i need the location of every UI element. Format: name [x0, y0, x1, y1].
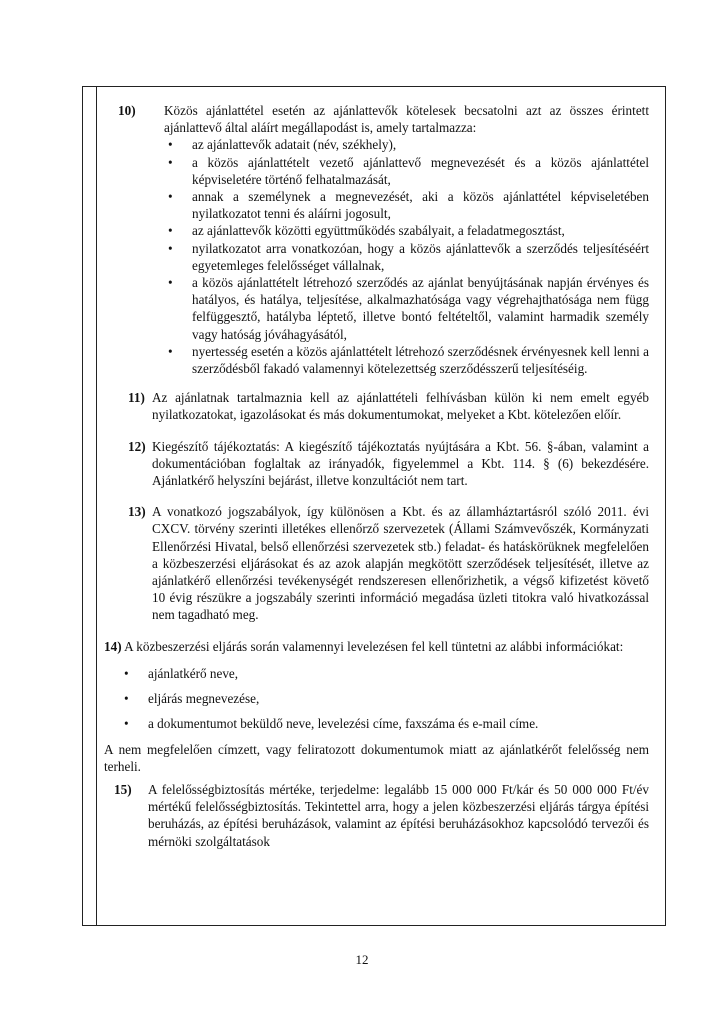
item-text: Az ajánlatnak tartalmaznia kell az ajánlattételi felhívásban külön ki nem emelt egyéb nyilatkozatokat, igazolásokat és más dokumentumokat, melyeket a Kbt. kötelezően előír. — [152, 390, 649, 423]
bullet-item: • nyilatkozatot arra vonatkozóan, hogy a közös ajánlattevők a szerződés teljesítéséért egyetemleges felelősséget vállalnak, — [164, 240, 649, 274]
document-content — [104, 102, 649, 860]
item-text: Kiegészítő tájékoztatás: A kiegészítő tájékoztatás nyújtására a Kbt. 56. §-ában, valamint a dokumentációban foglaltak az irányadók, figyelemmel a Kbt. 114. § (6) bekezdésére. Ajánlatkérő helyszíni bejárást, illetve konzultációt nem tart. — [152, 438, 649, 489]
list-item — [104, 503, 649, 623]
item-text: A felelősségbiztosítás mértéke, terjedelme: legalább 15 000 000 Ft/kár és 50 000 000 Ft/év mértékű felelősségbiztosítás. Tekintettel arra, hogy a jelen közbeszerzési eljárás tárgya építési beruházás, az építési beruházások, valamint az építési beruházásokhoz kapcsolódó tervezői és mérnöki szolgáltatások — [148, 781, 649, 849]
item-number: 12) — [128, 438, 146, 454]
bullet-list — [120, 665, 649, 733]
bullet-item: • a dokumentumot beküldő neve, levelezési címe, faxszáma és e-mail címe. — [120, 715, 649, 732]
item-text: A közbeszerzési eljárás során valamennyi levelezésen fel kell tüntetni az alábbi információkat: — [124, 638, 624, 654]
bullet-item: • a közös ajánlattételt létrehozó szerződés az ajánlat benyújtásának napján érvényes és hatályos, és hatálya, teljesítése, alkalmazhatósága vagy végrehajthatósága nem függ felfüggesztő, hatályba léptető, illetve bontó feltételtől, valamint harmadik személy vagy hatóság jóváhagyásától, — [164, 274, 649, 343]
item-number: 11) — [128, 390, 145, 406]
bullet-item: • ajánlatkérő neve, — [120, 665, 649, 682]
bullet-item: • az ajánlattevők közötti együttműködés szabályait, a feladatmegosztást, — [164, 222, 649, 239]
item-number: 14) — [104, 638, 122, 654]
item-number: 10) — [118, 103, 136, 118]
item-text: Közös ajánlattétel esetén az ajánlattevők kötelesek becsatolni azt az összes érintett ajánlattevő által aláírt megállapodást is, amely tartalmazza: — [164, 103, 649, 136]
closing-paragraph: A nem megfelelően címzett, vagy feliratozott dokumentumok miatt az ajánlatkérőt felelősség nem terheli. — [104, 741, 649, 774]
bullet-item: • az ajánlattevők adatait (név, székhely), — [164, 136, 649, 153]
page-number: 12 — [355, 952, 369, 967]
bullet-list — [164, 136, 649, 377]
table-left-column-divider — [96, 86, 97, 926]
item-text: A vonatkozó jogszabályok, így különösen a Kbt. és az államháztartásról szóló 2011. évi CXCV. törvény szerinti illetékes ellenőrző szervezetek (Állami Számvevőszék, Kormányzati Ellenőrzési Hivatal, belső ellenőrzési szervezetek stb.) feladat- és hatáskörüknek megfelelően a közbeszerzési eljárásokat és az azok alapján megkötött szerződések teljesítését, illetve az ajánlatkérő ellenőrzési tevékenységét rendszeresen ellenőrizhetik, a végső kifizetést követő 10 évig részükre a jogszabály szerinti információ megadása üzleti titokra való hivatkozással nem tagadható meg. — [152, 504, 649, 623]
item-number: 15) — [114, 781, 132, 797]
bullet-item: • a közös ajánlattételt vezető ajánlattevő megnevezését és a közös ajánlattétel képviseletére történő felhatalmazását, — [164, 154, 649, 188]
list-item — [104, 438, 649, 490]
bullet-item: • eljárás megnevezése, — [120, 690, 649, 707]
list-item — [104, 781, 649, 850]
list-item — [104, 638, 649, 775]
list-item — [104, 102, 649, 377]
bullet-item: • nyertesség esetén a közös ajánlattételt létrehozó szerződésnek érvényesnek kell lenni a szerződésből fakadó valamennyi kötelezettség szerződésszerű teljesítéséig. — [164, 343, 649, 377]
item-number: 13) — [128, 504, 146, 520]
list-item — [104, 389, 649, 423]
bullet-item: • annak a személynek a megnevezését, aki a közös ajánlattétel képviseletében nyilatkozatot tenni és aláírni jogosult, — [164, 188, 649, 222]
